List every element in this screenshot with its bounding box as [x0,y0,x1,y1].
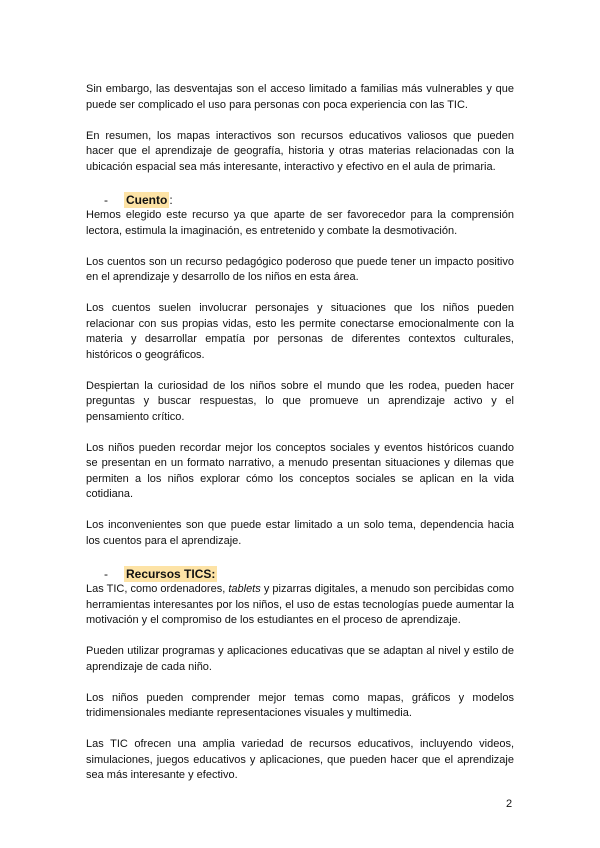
paragraph: Despiertan la curiosidad de los niños sobre el mundo que les rodea, pueden hacer preguntas y buscar respuestas, lo que promueve un aprendizaje activo y el pensamiento crítico. [86,379,514,423]
paragraph: En resumen, los mapas interactivos son recursos educativos valiosos que pueden hacer que el aprendizaje de geografía, historia y otras materias relacionadas con la ubicación espacial sea más interesante, interactivo y efectivo en el aula de primaria. [86,129,514,173]
text-run: y pizarras digitales, a menudo son percibidas como herramientas interesantes por los niños, el uso de estas tecnologías puede aumentar la motivación y el compromiso de los estudiantes en el proceso de aprendizaje. [86,583,514,626]
bullet-dash: - [104,193,108,207]
heading-highlight: Recursos TICS: [126,567,216,581]
heading-suffix: : [169,193,173,207]
document-page [86,82,514,784]
paragraph: Los cuentos suelen involucrar personajes y situaciones que los niños pueden relacionar con sus propias vidas, esto les permite conectarse emocionalmente con la materia y desarrollar empatía por personas de diferentes contextos culturales, históricos o geográficos. [86,302,514,361]
paragraph: Los inconvenientes son que puede estar limitado a un solo tema, dependencia hacia los cuentos para el aprendizaje. [86,519,514,547]
paragraph: Los niños pueden recordar mejor los conceptos sociales y eventos históricos cuando se presentan en un formato narrativo, a menudo presentan situaciones y dilemas que permiten a los niños explorar cómo los conceptos sociales se aplican en la vida cotidiana. [86,441,514,500]
heading-highlight: Cuento [126,193,168,207]
paragraph: Las TIC ofrecen una amplia variedad de recursos educativos, incluyendo videos, simulaciones, juegos educativos y aplicaciones, que pueden hacer que el aprendizaje sea más interesante y efectivo. [86,738,514,781]
text-run: Las TIC, como ordenadores, [86,583,229,595]
page-number: 2 [506,798,513,810]
paragraph: Los cuentos son un recurso pedagógico poderoso que puede tener un impacto positivo en el aprendizaje y desarrollo de los niños en esta área. [86,255,514,283]
bullet-dash: - [104,567,108,581]
paragraph: Hemos elegido este recurso ya que aparte de ser favorecedor para la comprensión lectora, estimula la imaginación, es entretenido y combate la desmotivación. [86,209,514,237]
section-heading-tics [104,566,514,582]
paragraph: Sin embargo, las desventajas son el acceso limitado a familias más vulnerables y que puede ser complicado el uso para personas con poca experiencia con las TIC. [86,83,514,111]
section-heading-cuento [104,192,514,208]
paragraph-tics-intro [86,582,514,629]
paragraph: Los niños pueden comprender mejor temas como mapas, gráficos y modelos tridimensionales mediante representaciones visuales y multimedia. [86,691,514,719]
italic-term: tablets [228,583,261,595]
paragraph: Pueden utilizar programas y aplicaciones educativas que se adaptan al nivel y estilo de aprendizaje de cada niño. [86,645,514,673]
